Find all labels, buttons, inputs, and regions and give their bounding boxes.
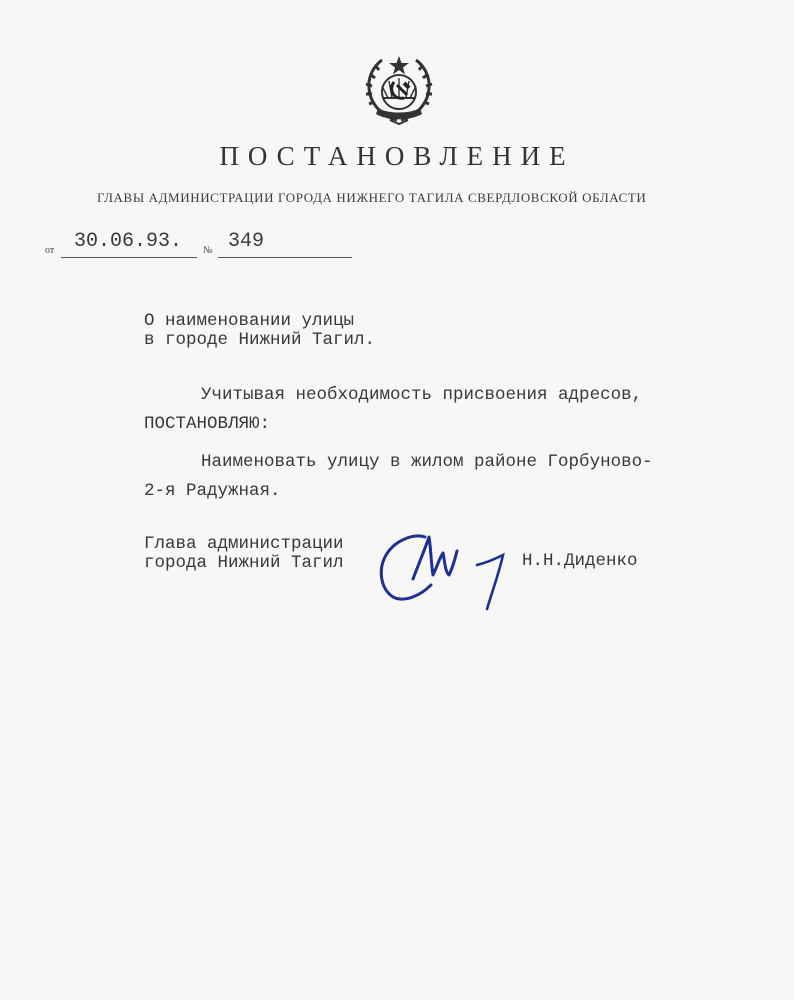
body-paragraph-1: Учитывая необходимость присвоения адресов, [201,385,643,405]
resolve-word: ПОСТАНОВЛЯЮ: [144,414,271,434]
body-paragraph-2-continued: 2-я Радужная. [144,481,281,501]
subject-line-1: О наименовании улицы [144,311,355,331]
signatory-position-line-1: Глава администрации [144,534,344,554]
subject-line-2: в городе Нижний Тагил. [144,330,376,350]
signatory-name: Н.Н.Диденко [522,551,638,571]
date-label: от [45,245,55,256]
number-label: № [203,245,213,256]
issuer-subtitle: ГЛАВЫ АДМИНИСТРАЦИИ ГОРОДА НИЖНЕГО ТАГИЛА СВЕРДЛОВСКОЙ ОБЛАСТИ [97,190,647,205]
body-paragraph-2: Наименовать улицу в жилом районе Горбуново- [201,452,653,472]
number-value: 349 [228,230,265,253]
handwritten-signature [373,523,523,613]
coat-of-arms-icon [364,50,434,126]
number-underline [218,257,352,258]
signatory-position-line-2: города Нижний Тагил [144,553,344,573]
document-title: ПОСТАНОВЛЕНИЕ [219,141,575,171]
date-value: 30.06.93. [74,230,183,253]
date-underline [61,257,197,258]
